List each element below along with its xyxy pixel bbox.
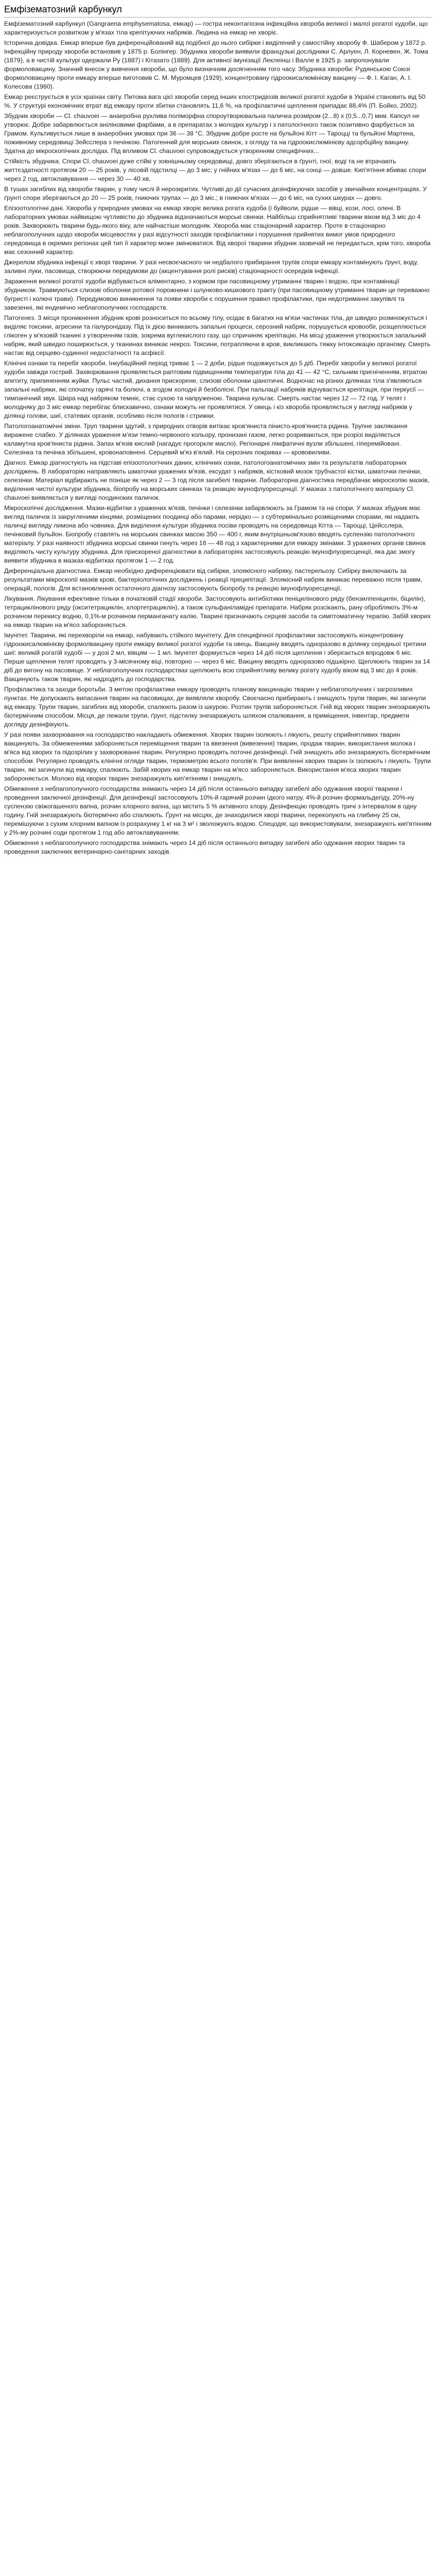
article-paragraph: Джерелом збудника інфекції є хворі тварини. У разі несвоєчасного чи недбалого прибирання трупів спори емкару контамінують ґрунт, воду, заливні луки, пасовища, створюючи передумови до (акцентування ролі рисків) стаціонарності осередків інфекції. xyxy=(4,259,420,275)
article-paragraph: Обмеження з неблагополучного господарства знімають через 14 діб після останнього випадку загибелі або одужання хворих тварин та проведення заключних ветеринарно-санітарних заходів. xyxy=(4,839,407,855)
article-paragraph: Профілактика та заходи боротьби. З метою профілактики емкару проводять планову вакцинацію тварин у неблагополучних і загрозливих пунктах. Не допускають випасання тварин на пасовищах, де виявляли хворобу. Своєчасно прибирають і знищують трупи тварин, які загинули від емкару. Трупи тварин, загиблих від хвороби, спалюють разом із шкурою. Розтин трупів забороняється. Гній від хворих тварин знезаражують біотермічним способом. Місця, де лежали трупи, ґрунт, підстилку знезаражують шляхом спалювання, а приміщення, інвентар, предмети догляду дезінфікують. xyxy=(4,686,432,728)
article-paragraph: Імунітет. Тварини, які перехворіли на емкар, набувають стійкого імунітету. Для специфічної профілактики застосовують концентровану гідроокисалюмінієву формолвакцину проти емкару великої рогатої худоби та овець. Вакцину вводять одноразово в ділянку середньої третини шиї: великій рогатій худобі — у дозі 2 мл, вівцям — 1 мл. Імунітет формується через 14 діб після щеплення і зберігається впродовж 6 міс. Перше щеплення телят проводять у 3-місячному віці, повторно — через 6 міс. Вакцину вводять одноразово підшкірно. Щеплюють тварин за 14 діб до вигону на пасовище. У неблагополучних господарствах щеплюють всю сприйнятливу велику рогату худобу віком від 3 міс до 4 років. Вакцинують також тварин, які надходять до господарства. xyxy=(4,632,432,683)
article-title: Емфізематозний карбункул xyxy=(4,3,432,18)
article-paragraph: Диференціальна діагностика. Емкар необхідно диференціювати від сибірки, злоякісного набряку, пастерельозу. Сибірку виключають за результатами мікроскопії мазків крові, бактеріологічних досліджень і реакції преципітації. Злоякісний набряк виникає переважно після травм, операцій, пологів. Для встановлення остаточного діагнозу застосовують біопробу та реакцію імунофлуоресценції. xyxy=(4,567,424,592)
article-paragraph: Емкар реєструється в усіх країнах світу. Питома вага цієї хвороби серед інших клостридіозів великої рогатої худоби в Україні становить від 50 %. У структурі економічних втрат від емкару проти збитки становлять 11,6 %, на профілактичні щеплення припадає 88,4% (П. Бойко, 2002). xyxy=(4,93,427,109)
article-paragraph: В тушах загиблих від хвороби тварин, у тому числі й нерозкритих. Чутливі до дії сучасних дезінфікуючих засобів у звичайних концентраціях. У ґрунті спори зберігаються до 20 — 25 років, гниючих трупах — до 3 міс.; в гниючих м'язах — до 6 міс, на сухих шкурах — довго. xyxy=(4,185,429,201)
article-paragraph: Мікроскопічні дослідження. Мазки-відбитки з уражених м'язів, печінки і селезінки забарвлюють за Грамом та на спори. У мазках збудник має вигляд паличок із закругленими кінцями, розміщених поодинці або парами, нерідко — з субтермінально розміщеними спорами, які надають паличці вигляду лимона або човника. Для виділення культури збудника посіви проводять на середовища Кітта — Тароцці, Цейсслера, печінковий бульйон. Біопробу ставлять на морських свинках масою 350 — 400 г, яким внутрішньом'язово вводять суспензію патологічного матеріалу. У разі наявності збудника морські свинки гинуть через 16 — 48 год з характерними для емкару змінами. З уражених органів свинок виділяють чисту культуру збудника. Для прискореної діагностики в лабораторіях застосовують реакцію імунофлуоресценції, яка дає змогу виявити збудника в мазках-відбитках протягом 1 — 2 год. xyxy=(4,504,428,564)
article-paragraph: Історична довідка. Емкар вперше був диференційований від подібної до нього сибірки і виділений у самостійну хворобу Ф. Шабером у 1872 р. Інфекційну природу хвороби встановив у 1875 р. Болінгер. Збудника хвороби виявили французькі дослідники С. Арлуен, Л. Корневен, Ж. Тома (1879), а в чистій культурі одержали Ру (1887) і Кітазато (1889). Для активної імунізації Леклеінш і Валле в 1925 р. запропонували формоловакцину. Значний внесок у вивчення хвороби, що було визначним досягненням того часу. Збудника хвороби: Рудянською Союзі формоловакцину проти емкару вперше виготовив С. М. Муромцев (1929), концентровану гідроокисалюмінієву вакцину — Ф. І. Каган, А. І. Колесова (1960). xyxy=(4,39,430,90)
article-paragraph: Діагноз. Емкар діагностують на підставі епізоотологічних даних, клінічних ознак, патологоанатомічних змін та результатів лабораторних досліджень. В лабораторію направляють шматочки уражених м'язів, ексудат з набряків, кістковий мозок трубчастої кістки, шматочки печінки, селезінки. Матеріал відбирають не пізніше як через 2 — 3 год після загибелі тварини. Лабораторна діагностика передбачає мікроскопію мазків, виділення чистої культури збудника, біопробу на морських свинках та реакцію імунофлуоресценції. У мазках з патологічного матеріалу Cl. chauvoei виявляється у вигляді поодиноких паличок. xyxy=(4,459,431,501)
article-paragraph: Збудник хвороби — Cl. chauvoei — анаеробна рухлива поліморфна спороутворювальна паличка розміром (2...8) х (0,5...0,7) мкм. Капсул не утворює. Добре забарвлюється аніліновими фарбами, а в препаратах з молодих культур і з патологічного також позитивно фарбується за Грамом. Культивується лише в анаеробних умовах при 36 — 38 °С. Збудник добре росте на бульйоні Кітт — Тароцці та бульйоні Мартена, поживному середовищі Зейсслера з печінкою. Патогенний для морських свинок, з огляду та на гідроокислюмінієву адсорбційну вакцину. Здатна до мікроскопічних дослідах. Під впливом Cl. chauvoei супровождується утворенням специфічних... xyxy=(4,112,422,155)
article-paragraph: Патологоанатомічні зміни. Труп тварини здутий, з природних отворів витікає кров'яниста пінисто-кров'яниста рідина. Трупне заклякання виражене слабко. У ділянках ураження м'язи темно-червоного кольору, пронизані газом, легко розриваються, при розрізі виділяється каламутна кров'яниста рідина. Запах м'язів кислий (нагадує прогоркле масло). Регіонарні лімфатичні вузли збільшені, гіперемійовані. Селезінка та печінка збільшені, кровонаповнені. Серцевий м'яз в'ялий. На серозних покривах — крововиливи. xyxy=(4,422,409,456)
article-paragraph: Обмеження з неблагополучного господарства знімають через 14 діб після останнього випадку загибелі або одужання хворої тварини і проведення заключної дезінфекції. Для дезінфекції застосовують 10%-й гарячий розчин їдкого натру, 4%-й розчин формальдегіду, 20%-ну суспензію свіжогашеного вапна, розчин хлорного вапна, що містить 5 % активного хлору. Дезінфекцію проводять тричі з інтервалом в одну годину. Гній знезаражують біотермічно або спалюють. Ґрунт на місцях, де знаходилися хворі тварини, перекопують на глибину 25 см, перемішуючи з сухим хлорним вапном із розрахунку 1 кг на 3 м² і зволожують водою. Спецодяг, що використовували, знезаражують кип'ятінням у 2%-му розчині соди протягом 1 год або автоклавуванням. xyxy=(4,785,433,836)
article-paragraph: Зараження великої рогатої худоби відбувається аліментарно, з кормом при пасовищному утриманні тварин і водою, при контамінації збудником. Травмуються слизові оболонки ротової порожнини і шлунково-кишкового тракту (при пасовищному утриманні тварин це переважно бугристі і колючі трави). Передумовою виникнення та появи хвороби є порушення правил профілактики, при недотриманні закупівлі та завезенні, які ендемічно неблагополучних господарств. xyxy=(4,278,431,311)
article-paragraph: Епізоотологічні дані. Хвороба у природних умовах на емкар хворіє велика рогата худоба (і буйволи, рідше — вівці, кози, лосі, олені. В лабораторних умовах найвищою чутливістю до збудника відзначаються морські свинки. Найбільш сприйнятливі тварини віком від 3 міс до 4 років. Захворюють тварини будь-якого віку, але найчастіше молодняк. Хвороба має стаціонарний характер. Проте в стаціонарно неблагополучних щодо хвороби місцевостях у разі відсутності заходів профілактики і порушення прийнятих вимог умов природного середовища в окремих регіонах цей тип її характер може змінюватися. Від хворої тварини збудник зазвичай не передається, крім того, хвороба має сезонний характер. xyxy=(4,205,432,256)
article-paragraph: У разі появи захворювання на господарство накладають обмеження. Хворих тварин ізолюють і лікують, решту сприйнятливих тварин вакцинують. За обмеженнями забороняється переміщення тварин та ввезення (вивезення) тварин, продаж тварин, використання молока і м'яса від хворих та підозрілих у захворюванні тварин. Регулярно проводять поточні дезінфекції. Гній знищують або знезаражують біотермічним способом. Регулярно проводять клінічні огляди тварин, термометрію всього поголів'я. При виявленні хворих тварин їх ізолюють і лікують. Трупи тварин, які загинули від емкару, спалюють. Забій хворих на емкар тварин на м'ясо забороняється. Використання м'яса хворих тварин забороняється. Молоко від хворих тварин знезаражують кип'ятінням і знищують. xyxy=(4,731,433,782)
article-content xyxy=(4,20,432,856)
article-paragraph: Стійкість збудника. Спори Cl. chauvoei дуже стійкі у зовнішньому середовищі, довго зберігаються в ґрунті, гної, воді та не втрачають життєздатності протягом 20 — 25 років, у лісовій підстилці — до 3 міс; у гнійних м'язах — до 6 міс, на сонці — довше. Кип'ятіння вбиває спори через 2 год, автоклавування — через 30 — 40 хв. xyxy=(4,158,428,182)
article-page xyxy=(0,0,436,856)
article-paragraph: Емфізематозний карбункул (Gangraena emphysematosa, емкар) — гостра неконтагіозна інфекційна хвороба великої і малої рогатої худоби, що характеризується розвитком у м'язах тіла крепітуючих набряків. Людина на емкар не хворіє. xyxy=(4,20,430,36)
article-paragraph: Патогенез. З місця проникнення збудник крові розноситься по всьому тілу, осідає в багатих на м'язи частинах тіла, де швидко розмножується і виділяє токсини, агресини та гіалуронідазу. Під їх дією виникають запальні процеси, серозний набряк, порушується кровообіг, розщеплюється глікоген у м'язовій тканині з утворенням газів, зокрема вуглекислого газу, що спричиняє крепітацію. На місці ураження утворюється запальний набряк, який швидко поширюється, у тканинах виникає некроз. Токсини, потрапляючи в кров, викликають тяжку інтоксикацію організму. Смерть настає від серцево-судинної недостатності та асфіксії. xyxy=(4,314,432,357)
article-paragraph: Лікування. Лікування ефективне тільки в початковій стадії хвороби. Застосовують антибіотики пеніцилінового ряду (бензилпеніцилін, біцилін), тетрациклінового ряду (окситетрациклін, хлортетрациклін), а також сульфаніламідні препарати. Набряк розсікають, рану обробляють 3%-м розчином перекису водню, 0,1%-м розчином перманганату калію. Тварині призначають серцеві засоби та симптоматичну терапію. Забій хворих на емкар тварин на м'ясо забороняється. xyxy=(4,595,433,629)
article-paragraph: Клінічні ознаки та перебіг хвороби. Інкубаційний період триває 1 — 2 доби, рідше подовжується до 5 діб. Перебіг хвороби у великої рогатої худоби завжди гострий. Захворювання проявляється раптовим підвищенням температури тіла до 41 — 42 °С, сильним пригніченням, втратою апетиту, припиненням жуйки. Пульс частий, дихання прискорене, слизові оболонки ціанотичні. Водночас на різних ділянках тіла з'являються запальні набряки, які спочатку гарячі та болючі, а згодом холодні й безболісні. При пальпації набряків відчувається крепітація, при перкусії — тимпанічний звук. Шкіра над набряком темніє, стає сухою та напруженою. Тварина кульгає. Смерть настає через 12 — 72 год. У телят і молодняку до 3 міс емкар перебігає блискавично, ознаки можуть не проявлятися. У овець і кіз хвороба проявляється у вигляді набряків у ділянці голови, шиї, статевих органів, особливо після пологів і стрижки. xyxy=(4,360,429,419)
